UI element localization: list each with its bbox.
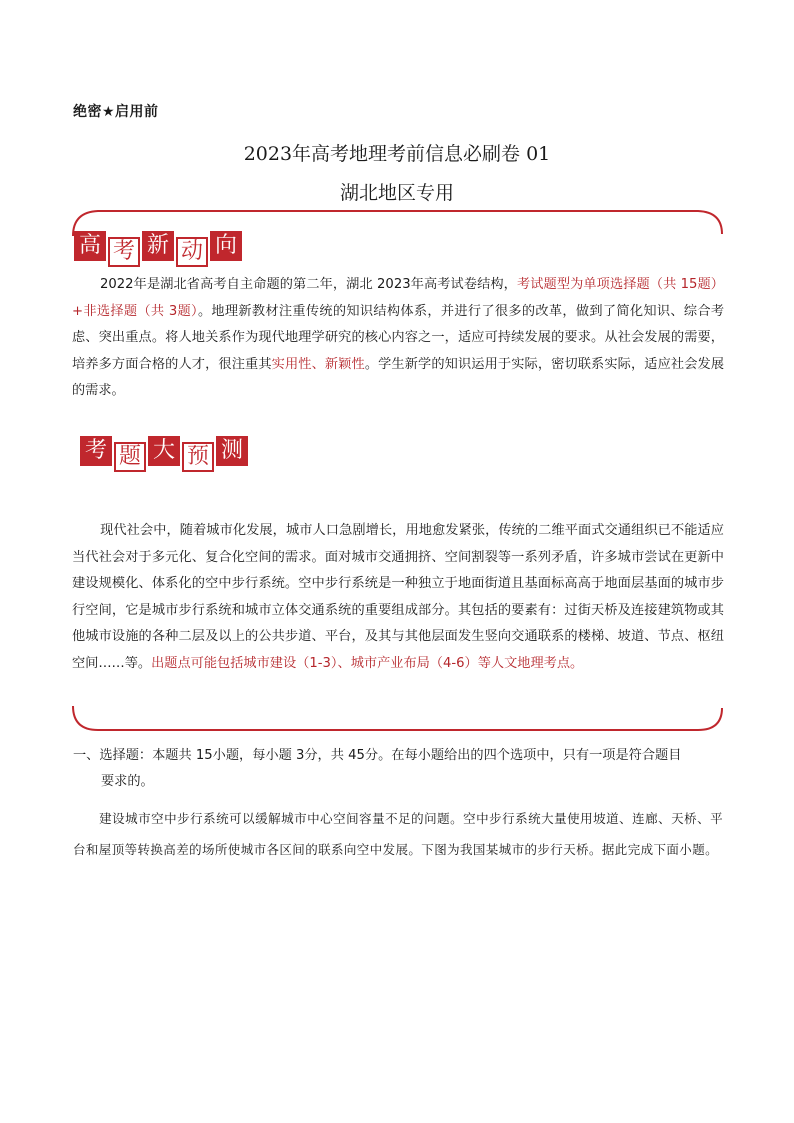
banner-char: 向 [210,231,242,261]
banner-char: 新 [142,231,174,261]
banner-char: 预 [182,442,214,472]
banner-char: 考 [80,436,112,466]
highlight-text: 实用性、新颖性 [271,356,365,372]
new-trends-banner [74,231,242,267]
banner-char: 动 [176,237,208,267]
section-heading-line: 一、选择题：本题共 15小题，每小题 3分，共 45分。在每小题给出的四个选项中，只有一项是符合题目 [73,748,682,763]
paragraph-text: 。地理新教材注重传统的知识结构体系，并进行了很多的改革，做到了简化知识、综合考虑、突出重点。将人地关系作为现代地理学研究的核心内容之一，适应可持续发展的要求。从社会发展的需要，培养多方面合格的人才，很注重其 [72,303,725,372]
paper-title: 2023年高考地理考前信息必刷卷 01 [243,143,551,165]
paragraph-text: 。学生新学的知识运用于实际，密切联系实际，适应社会发展的需求。 [72,356,725,398]
highlight-text: 出题点可能包括城市建设（1-3）、城市产业布局（4-6）等人文地理考点。 [151,655,584,671]
banner-char: 测 [216,436,248,466]
banner-char: 题 [114,442,146,472]
frame-bottom-arc [73,706,722,730]
banner-char: 高 [74,231,106,261]
prediction-paragraph [72,518,724,677]
confidential-label: 绝密★启用前 [73,104,159,120]
highlight-text: 考试题型为单项选择题（共 15题）+非选择题（共 3题） [72,277,724,319]
paragraph-text: 2022年是湖北省高考自主命题的第二年，湖北 2023年高考试卷结构， [100,277,517,292]
banner-char: 大 [148,436,180,466]
banner-char: 考 [108,237,140,267]
section-heading-line: 要求的。 [101,774,154,789]
paper-subtitle: 湖北地区专用 [339,182,454,204]
prediction-banner [80,436,248,472]
paragraph-text: 现代社会中，随着城市化发展，城市人口急剧增长，用地愈发紧张，传统的二维平面式交通组织已不能适应当代社会对于多元化、复合化空间的需求。面对城市交通拥挤、空间割裂等一系列矛盾，许多城市尝试在更新中建设规模化、体系化的空中步行系统。空中步行系统是一种独立于地面街道且基面标高高于地面层基面的城市步行空间，它是城市步行系统和城市立体交通系统的重要组成部分。其包括的要素有：过街天桥及连接建筑物或其他城市设施的各种二层及以上的公共步道、平台，及其与其他层面发生竖向交通联系的楼梯、坡道、节点、枢纽空间……等。 [72,523,724,671]
question-section-heading [73,743,728,795]
new-trends-paragraph [72,272,724,405]
question-stem [73,803,723,865]
stem-text: 建设城市空中步行系统可以缓解城市中心空间容量不足的问题。空中步行系统大量使用坡道、连廊、天桥、平台和屋顶等转换高差的场所使城市各区间的联系向空中发展。下图为我国某城市的步行天桥。据此完成下面小题。 [73,811,723,857]
